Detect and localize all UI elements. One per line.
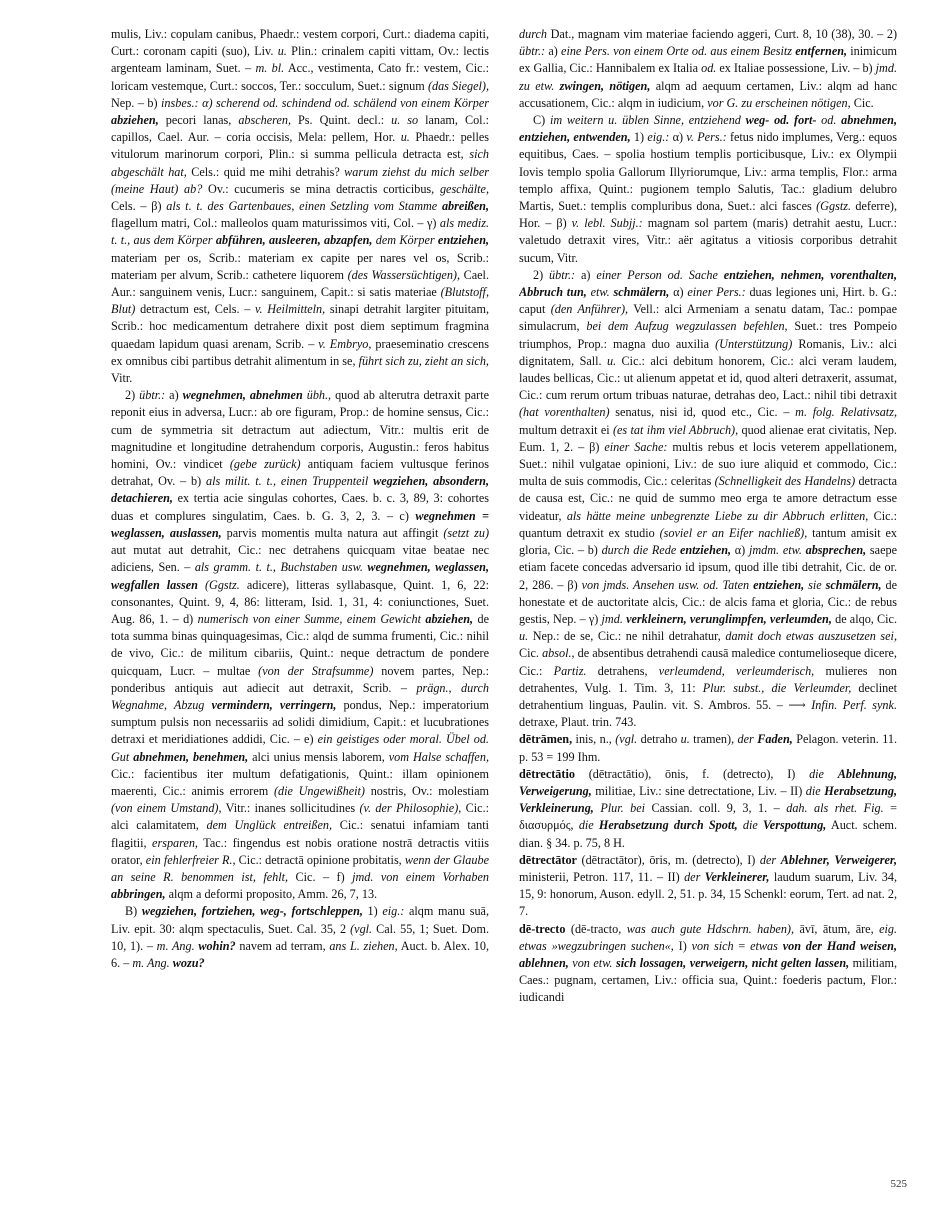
- text-segment: Cic.: alci calamitatem,: [111, 801, 489, 833]
- translation-keyword: abführen, ausleeren, abzapfen,: [215, 233, 373, 248]
- italic-gloss: u.: [400, 130, 410, 145]
- text-segment: novem partes, Nep.: ponderibus antiquis aut adiecit aut detraxit, Scrib. –: [111, 663, 489, 695]
- translation-keyword: Herabsetzung, Verkleinerung,: [519, 783, 897, 816]
- italic-gloss: übtr.:: [139, 388, 166, 403]
- italic-gloss: dem Körper: [375, 233, 435, 248]
- text-segment: nostris, Ov.: molestiam: [364, 783, 489, 798]
- italic-gloss: Infin. Perf. synk.: [811, 697, 897, 712]
- italic-gloss: die: [805, 783, 821, 798]
- italic-gloss: führt sich zu, zieht an sich,: [358, 353, 489, 368]
- text-segment: Tac.: fingendus est nobis oratione nostrā detractis vitiis orator,: [111, 835, 489, 867]
- text-segment: laudum suarum, Liv. 34, 15, 9: honorum, Auson. edyll. 2, 51. p. 34, 15 Schenkl: eorum, Tert. ad nat. 2, 7.: [519, 869, 897, 919]
- text-segment: detraxe, Plaut. trin. 743.: [519, 715, 637, 730]
- text-segment: inimicum ex Gallia, Cic.: Hannibalem ex Italia: [519, 44, 897, 76]
- italic-gloss: ans L. ziehen,: [329, 938, 398, 953]
- text-segment: de honestate et de auctoritate alcis, Cic.: de alcis fama et gloria, Cic.: de rebus gestis, Nep. – γ): [519, 577, 897, 626]
- translation-keyword: abziehen,: [425, 611, 474, 626]
- text-segment: parvis momentis multa natura aut affingit: [221, 525, 444, 540]
- text-segment: ex Italiae possessione, Liv. – b): [716, 61, 876, 76]
- translation-keyword: entziehen,: [679, 543, 732, 558]
- italic-gloss: (soviel er an Eifer nachließ),: [659, 525, 808, 540]
- text-segment: =: [733, 938, 751, 953]
- italic-gloss: (Unterstützung): [715, 336, 793, 351]
- text-segment: praeseminatio crescens ex omnibus cibi partibus detrahit alimentum in se,: [111, 336, 489, 368]
- translation-keyword: wegnehmen, abnehmen: [182, 388, 303, 403]
- italic-gloss: eine Pers. von einem Orte od. aus einem Besitz: [561, 44, 793, 59]
- headword: dētrectātor: [519, 852, 577, 867]
- translation-keyword: zwingen, nötigen,: [559, 78, 651, 93]
- italic-gloss: einer Pers.:: [687, 285, 746, 300]
- italic-gloss: od.: [701, 61, 717, 76]
- text-segment: fetus nido implumes, Verg.: equos equitibus, Caes. – spolia hostium templis porticibusque, Liv.: ex Olympii Iovis templo spolia Gallorum Illyriorumque, Liv.: arma templis, Flor.: arma templo affixa, Quint.: pugionem templo Salutis, Tac.: gladium delubro Martis, Suet.: templis compluribus dona, Suet.: alci fasces: [519, 130, 897, 214]
- italic-gloss: von jmds. Ansehen usw. od. Taten: [581, 577, 750, 592]
- translation-keyword: wegnehmen, weglassen, wegfallen lassen: [111, 560, 489, 592]
- translation-keyword: Faden,: [757, 732, 793, 747]
- text-segment: alqm manu suā, Liv. epit. 30: alqm spectaculis, Suet. Cal. 35, 2: [111, 904, 489, 936]
- italic-gloss: v. lebl. Subjj.:: [571, 216, 643, 231]
- text-segment: flagellum matri, Col.: malleolos quam maturissimos viti, Col. – γ): [111, 216, 440, 231]
- translation-keyword: verkleinern, verunglimpfen, verleumden,: [626, 611, 832, 626]
- text-segment: α): [669, 285, 688, 300]
- translation-keyword: Verkleinerer,: [704, 869, 770, 884]
- translation-keyword: abreißen,: [441, 199, 489, 214]
- text-segment: Plin.: crinalem capiti vittam, Ov.: lectis argenteam laminam, Suet. –: [111, 44, 489, 76]
- translation-keyword: schmälern,: [825, 577, 882, 592]
- text-segment: multis rebus et locis veterem appellationem, Suet.: nihil vulgatae opinioni, Liv.: de suo iure aliquid et commodo, Cic.: multa de suis commodis, Cic.: celeritas: [519, 439, 897, 489]
- text-segment: de alqo, Cic.: [831, 611, 897, 626]
- translation-keyword: wegziehen, absondern, detachieren,: [111, 474, 489, 506]
- text-segment: āvī, ātum, āre,: [794, 921, 880, 936]
- italic-gloss: als gramm. t. t., Buchstaben usw.: [194, 560, 363, 575]
- text-segment: 1): [630, 130, 648, 145]
- dictionary-paragraph: [111, 903, 489, 972]
- text-segment: Acc., vestimenta, Cato fr.: vestem, Cic.: loricam vestemque, Curt.: soccos, Ter.: socculum, Suet.: signum: [111, 61, 489, 93]
- text-segment: I): [673, 938, 692, 953]
- italic-gloss: m. Ang.: [132, 955, 170, 970]
- text-segment: ex tertia acie singulas cohortes, Caes. b. c. 3, 89, 3: cohortes duas et complures singulatim, Caes. b. G. 3, 2, 3. – c): [111, 491, 489, 523]
- italic-gloss: (v. der Philosophie),: [359, 801, 462, 816]
- italic-gloss: v. Pers.:: [686, 130, 727, 145]
- text-segment: inis, n.,: [572, 732, 616, 747]
- italic-gloss: (Blutstoff, Blut): [111, 285, 489, 317]
- text-segment: senatus, nisi id, quod etc., Cic. –: [609, 405, 796, 420]
- italic-gloss: was auch gute Hdschrn. haben),: [626, 921, 795, 936]
- text-segment: alqm a deformi proposito, Amm. 26, 7, 13.: [165, 887, 378, 902]
- text-segment: Cic.: [850, 95, 874, 110]
- text-segment: Vell.: alci Armeniam a senatu datam, Tac.: pompae simulacrum,: [519, 302, 897, 334]
- translation-keyword: weg- od. fort-: [745, 113, 817, 128]
- italic-gloss: (von einem Umstand),: [111, 801, 222, 816]
- text-segment: [824, 767, 838, 781]
- italic-gloss: übtr.:: [549, 267, 576, 282]
- text-segment: sinapi detrahit largiter pituitam, Scrib.: hoc medicamentum detrahere dixit post diem septimum fragmina quaedam lapidum quasi arenam, Scrib. –: [111, 302, 489, 351]
- italic-gloss: od.: [821, 113, 837, 128]
- translation-keyword: abbringen,: [111, 887, 166, 902]
- italic-gloss: etw.: [590, 285, 610, 300]
- text-segment: Cic. – f): [288, 869, 353, 884]
- italic-gloss: (es tat ihm viel Abbruch),: [612, 422, 739, 437]
- italic-gloss: etwas: [750, 938, 778, 953]
- dictionary-paragraph: [519, 766, 897, 852]
- text-segment: navem ad terram,: [235, 938, 330, 953]
- italic-gloss: warum ziehst du mich selber (meine Haut) ab?: [111, 164, 489, 196]
- italic-gloss: numerisch von einer Summe, einem Gewicht: [197, 611, 421, 626]
- text-segment: Cic.: [519, 646, 543, 661]
- italic-gloss: vom Halse schaffen,: [388, 749, 489, 764]
- text-segment: saepe etiam facete concedas adversario id ipsum, quod ille tibi detrahit, Cic. de or. 2, 286. – β): [519, 543, 897, 592]
- translation-keyword: abziehen,: [111, 113, 159, 128]
- text-segment: B): [125, 904, 142, 919]
- translation-keyword: entfernen,: [795, 44, 848, 59]
- italic-gloss: als hätte meine unbegrenzte Liebe zu dir Abbruch erlitten,: [566, 508, 869, 523]
- italic-gloss: der: [737, 732, 754, 747]
- text-segment: Cic.: detractā opinione probitatis,: [235, 852, 405, 867]
- italic-gloss: m. bl.: [255, 61, 285, 76]
- italic-gloss: damit doch etwas auszusetzen sei,: [725, 629, 897, 644]
- text-segment: Ps. Quint. decl.:: [291, 113, 392, 128]
- dictionary-paragraph: [111, 387, 489, 903]
- italic-gloss: (das Siegel),: [427, 78, 489, 93]
- italic-gloss: die: [809, 766, 824, 781]
- italic-gloss: dah. als rhet. Fig.: [786, 801, 884, 816]
- text-segment: deferre), Hor. – β): [519, 199, 897, 231]
- italic-gloss: durch die Rede: [601, 543, 677, 558]
- translation-keyword: entziehen, nehmen, vorenthalten, Abbruch tun,: [519, 267, 897, 300]
- translation-keyword: vermindern, verringern,: [211, 697, 337, 712]
- italic-gloss: (Ggstz.: [204, 577, 240, 592]
- italic-gloss: geschälte,: [439, 181, 489, 196]
- text-segment: Cic.: senatui infamiam tanti flagitii,: [111, 818, 489, 850]
- text-segment: 1): [362, 904, 383, 919]
- italic-gloss: u.: [277, 44, 287, 59]
- translation-keyword: Ablehnung, Verweigerung,: [519, 766, 897, 798]
- italic-gloss: verleumdend, verleumderisch,: [658, 663, 815, 678]
- italic-gloss: wenn der Glaube an seine R. benommen ist, fehlt,: [111, 852, 489, 884]
- text-segment: Ov.: cucumeris se mina detractis corticibus,: [202, 181, 440, 196]
- italic-gloss: (von der Strafsumme): [258, 663, 374, 678]
- text-segment: duas legiones uni, Hirt. b. G.: caput: [519, 285, 897, 317]
- italic-gloss: einer Person od. Sache: [596, 267, 718, 282]
- italic-gloss: m. Ang.: [156, 938, 195, 953]
- translation-keyword: Herabsetzung durch Spott,: [598, 818, 738, 833]
- text-segment: Auct. b. Alex. 10, 6. –: [111, 938, 489, 970]
- text-segment: mulieres non detrahentes, Vulg. 1. Tim. 3, 11:: [519, 663, 897, 695]
- italic-gloss: sich abgeschält hat,: [111, 147, 489, 179]
- italic-gloss: (Schnelligkeit des Handelns): [714, 474, 856, 489]
- italic-gloss: prägn., durch Wegnahme, Abzug: [111, 680, 489, 712]
- text-segment: (dētractātio), ōnis, f. (detrecto), I): [574, 766, 810, 781]
- text-segment: α): [731, 543, 749, 558]
- dictionary-paragraph: [519, 267, 897, 731]
- dictionary-paragraph: [519, 26, 897, 112]
- italic-gloss: v. Embryo,: [318, 336, 372, 351]
- left-column: [111, 26, 489, 1176]
- text-segment: C): [533, 113, 550, 128]
- right-column: [519, 26, 897, 1176]
- text-segment: Dat., magnam vim materiae faciendo aggeri, Curt. 8, 10 (38), 30. – 2): [546, 27, 897, 41]
- text-segment: lanam, Col.: capillos, Cael. Aur. – coria occisis, Mela: pellem, Hor.: [111, 113, 489, 145]
- headword: dē-trecto: [519, 921, 566, 936]
- text-segment: alci unius mensis laborem,: [248, 749, 389, 764]
- italic-gloss: der: [684, 869, 701, 884]
- text-segment: pondus, Nep.: imperatorium sumptum pulsis non necessariis ad solidi dimidium, Capit.: et lucubrationes detraxi et meridiationes addidi, Cic. – e): [111, 697, 489, 747]
- text-segment: a): [165, 388, 183, 403]
- text-segment: de tota summa binas quinquagesimas, Cic.: alqd de summa frumenti, Cic.: nihil de vivo, Cic.: de militum cibariis, Quint.: neque detractum de pondere quicquam, Lucr. – multae: [111, 611, 489, 678]
- text-segment: de absentibus detrahendi causā maledice contumelioseque dicere, Cic.:: [519, 646, 897, 678]
- italic-gloss: (des Wassersüchtigen),: [347, 267, 461, 282]
- text-segment: detrahens,: [586, 663, 659, 678]
- italic-gloss: abscheren,: [238, 113, 291, 128]
- italic-gloss: vor G. zu erscheinen nötigen,: [707, 95, 851, 110]
- text-segment: a): [575, 267, 597, 282]
- italic-gloss: jmd. von einem Vorhaben: [352, 869, 489, 884]
- italic-gloss: u.: [607, 353, 617, 368]
- text-segment: Cic.: alci debitum honorem, Cic.: alci veram laudem, laudes bellicas, Cic.: ut alienum appetat et id, quod alteri detraxerit, assumat, Cic.: cum rerum ortum tribuas naturae, detrahas deo, Lact.: nihil tibi detraxit: [519, 353, 897, 403]
- italic-gloss: übh.,: [306, 388, 332, 403]
- italic-gloss: (Ggstz.: [816, 199, 851, 214]
- text-segment: Vitr.: [111, 371, 133, 386]
- translation-keyword: entziehen,: [753, 577, 805, 592]
- text-segment: aut mutat aut detrahit, Cic.: nec detrahens quicquam vitae beatae nec adiciens, Sen. –: [111, 543, 489, 575]
- text-segment: tramen),: [689, 732, 738, 747]
- text-segment: militiam, Caes.: pugnam, certamen, Liv.: officia sua, Quint.: foederis pactum, Flor.: iudicandi: [519, 955, 897, 1005]
- italic-gloss: jmdm. etw.: [748, 543, 802, 558]
- translation-keyword: wegnehmen = weglassen, auslassen,: [111, 508, 489, 540]
- text-segment: detraho: [637, 732, 681, 747]
- text-segment: 2): [533, 267, 550, 282]
- translation-keyword: absprechen,: [805, 543, 867, 558]
- text-segment: alqm ad aequum certamen, Liv.: alqm ad hanc accusationem, Cic.: alqm in iudicium,: [519, 78, 897, 110]
- text-segment: Vitr.: inanes sollicitudines: [221, 801, 360, 816]
- italic-gloss: als milit. t. t., einen Truppenteil: [206, 474, 369, 489]
- text-segment: Suet.: tres Pompeio triumphos, Prop.: magna duo auxilia: [519, 319, 897, 351]
- dictionary-paragraph: [111, 26, 489, 387]
- translation-keyword: sich lossagen, verweigern, nicht gelten lassen,: [615, 955, 850, 970]
- text-segment: magnam sol partem (maris) detrahit aestu, Lucr.: valetudo detraxit vires, Vitr.: aër agitatus a vitiosis corporibus detrahit sucum, Vitr.: [519, 216, 897, 265]
- italic-gloss: (setzt zu): [443, 525, 489, 540]
- text-segment: a): [545, 44, 562, 59]
- italic-gloss: übtr.:: [519, 44, 546, 59]
- text-segment: declinet detrahentium linguas, Paulin. vit. S. Ambros. 55. – ⟶: [519, 680, 897, 712]
- italic-gloss: von sich: [691, 938, 734, 953]
- text-segment: Romanis, Liv.: alci dignitatem, Sall.: [519, 336, 897, 368]
- text-segment: 2): [125, 388, 140, 403]
- italic-gloss: eig.:: [382, 904, 405, 919]
- text-segment: quod alienae erat civitatis, Nep. Eum. 1, 2. – β): [519, 422, 897, 454]
- headword: dētrectātio: [519, 766, 575, 781]
- italic-gloss: einer Sache:: [604, 439, 668, 454]
- italic-gloss: bei dem Aufzug wegzulassen befehlen,: [586, 319, 788, 334]
- text-segment: (dētractātor), ōris, m. (detrecto), I): [576, 852, 760, 867]
- italic-gloss: insbes.: α) scherend od. schindend od. schälend von einem Körper: [161, 95, 489, 110]
- italic-gloss: u.: [519, 629, 529, 644]
- italic-gloss: durch: [519, 27, 547, 41]
- italic-gloss: u.: [680, 732, 690, 747]
- italic-gloss: Plur. bei: [600, 801, 646, 816]
- italic-gloss: die: [742, 818, 758, 833]
- italic-gloss: (den Anführer),: [550, 302, 629, 317]
- text-segment: quod ab alterutra detraxit parte reponit eius in adversa, Lucr.: ab ore figuram, Prop.: de homine sensus, Cic.: cum de symmetria sit detractum aut adiectum, Vitr.: multis erit de magnitudine et longitudine detrahendum corporis, Augustin.: feros habitus homini, Ov.: vindicet: [111, 388, 489, 472]
- translation-keyword: entziehen,: [437, 233, 489, 248]
- dictionary-paragraph: [519, 852, 897, 921]
- text-segment: Auct. schem. dian. § 34. p. 75, 8 H.: [519, 818, 897, 850]
- translation-keyword: wozu?: [172, 955, 205, 970]
- text-segment: tantum amisit ex gloria, Cic. – b): [519, 525, 897, 558]
- italic-gloss: die: [578, 818, 594, 833]
- text-segment: detracta de causa est, Cic.: ne quid de summo meo erga te amore detractum esse videatur,: [519, 474, 897, 523]
- italic-gloss: Partiz.: [553, 663, 587, 678]
- text-segment: militiae, Liv.: sine detrectatione, Liv. – II): [591, 783, 806, 798]
- text-segment: α): [669, 130, 687, 145]
- text-segment: Cels. – β): [111, 199, 167, 214]
- italic-gloss: u. so: [391, 113, 419, 128]
- italic-gloss: ersparen,: [152, 835, 198, 850]
- translation-keyword: abnehmen, benehmen,: [133, 749, 249, 764]
- headword: dētrāmen,: [519, 732, 573, 747]
- text-segment: (dē-tracto,: [565, 921, 627, 936]
- italic-gloss: m. folg. Relativsatz,: [795, 405, 897, 420]
- text-segment: adicere), litteras syllabasque, Quint. 1, 6, 22: consonantes, Quint. 9, 4, 86: litteram, Isid. 1, 31, 4: coniunctiones, Suet. Aug. 86, 1. – d): [111, 577, 489, 626]
- italic-gloss: absol.,: [542, 646, 575, 661]
- translation-keyword: wohin?: [198, 938, 236, 953]
- italic-gloss: als mediz. t. t., aus dem Körper: [111, 216, 489, 248]
- text-segment: detractum est, Cels. –: [135, 302, 256, 317]
- italic-gloss: (hat vorenthalten): [519, 405, 610, 420]
- text-segment: Cassian. coll. 9, 3, 1. –: [645, 801, 787, 816]
- italic-gloss: (gebe zurück): [229, 457, 301, 472]
- text-segment: Phaedr.: pelles vitulorum marinorum corpori, Plin.: si summa pellicula detracta est,: [111, 130, 489, 162]
- text-segment: [204, 698, 211, 712]
- italic-gloss: ein geistiges oder moral. Übel od. Gut: [111, 732, 489, 764]
- italic-gloss: (vgl.: [615, 732, 638, 747]
- text-segment: Cels.: quid me mihi detrahis?: [186, 164, 345, 179]
- text-segment: Nep.: de se, Cic.: ne nihil detrahatur,: [528, 629, 726, 644]
- text-segment: Nep. – b): [111, 95, 162, 110]
- translation-keyword: abnehmen, entziehen, entwenden,: [519, 113, 897, 145]
- dictionary-paragraph: [519, 921, 897, 1007]
- text-segment: Cic.: facientibus iter multum defatigationis, Quint.: illam opinionem maerenti, Cic.: animis errorem: [111, 766, 489, 798]
- translation-keyword: Ablehner, Verweigerer,: [780, 852, 897, 867]
- text-segment: pecori lanas,: [158, 113, 239, 128]
- italic-gloss: eig. etwas »wegzubringen suchen«,: [519, 921, 897, 953]
- italic-gloss: jmd. zu etw.: [519, 61, 897, 93]
- italic-gloss: als t. t. des Gartenbaues, einen Setzling vom Stamme: [166, 199, 438, 214]
- italic-gloss: dem Unglück entreißen,: [206, 818, 333, 833]
- text-segment: Pelagon. veterin. 11. p. 53 = 199 Ihm.: [519, 732, 897, 764]
- dictionary-paragraph: [519, 731, 897, 765]
- text-segment: ministerii, Petron. 117, 11. – II): [519, 869, 685, 884]
- italic-gloss: ein fehlerfreier R.,: [145, 852, 236, 867]
- italic-gloss: v. Heilmitteln,: [255, 302, 326, 317]
- dictionary-paragraph: [519, 112, 897, 267]
- italic-gloss: sie: [808, 577, 822, 592]
- page-number: 525: [890, 1178, 907, 1190]
- text-segment: = διασυρμός,: [519, 801, 897, 833]
- italic-gloss: der: [759, 852, 777, 867]
- text-segment: Cael. Aur.: sanguinem venis, Lucr.: sanguinem, Capit.: si satis materiae: [111, 267, 489, 300]
- text-segment: Cal. 55, 1; Suet. Dom. 10, 1). –: [111, 921, 489, 953]
- italic-gloss: eig.:: [647, 130, 670, 145]
- italic-gloss: (die Ungewißheit): [273, 783, 365, 798]
- text-segment: mulis, Liv.: copulam canibus, Phaedr.: vestem corpori, Curt.: diadema capiti, Curt.: coronam capiti (suo), Liv.: [111, 27, 489, 59]
- translation-keyword: Verspottung,: [763, 818, 827, 833]
- text-segment: multum detraxit ei: [519, 422, 613, 437]
- text-segment: [198, 578, 205, 592]
- text-segment: materiam per os, Scrib.: materiam ex capite per nares vel os, Scrib.: materiam per alvum, Scrib.: cathetere liquorem: [111, 250, 489, 282]
- translation-keyword: schmälern,: [613, 285, 670, 300]
- italic-gloss: im weitern u. üblen Sinne, entziehend: [549, 113, 741, 128]
- italic-gloss: (vgl.: [350, 921, 373, 936]
- italic-gloss: Plur. subst., die Verleumder,: [702, 680, 852, 695]
- italic-gloss: von etw.: [572, 955, 613, 970]
- translation-keyword: von der Hand weisen, ablehnen,: [519, 938, 897, 970]
- text-segment: Cic.: quantum detraxit ex studio: [519, 508, 897, 540]
- translation-keyword: wegziehen, fortziehen, weg-, fortschleppen,: [141, 904, 363, 919]
- text-segment: antiquam faciem vultusque ferinos detrahat, Ov. – b): [111, 457, 489, 489]
- italic-gloss: jmd.: [601, 611, 623, 626]
